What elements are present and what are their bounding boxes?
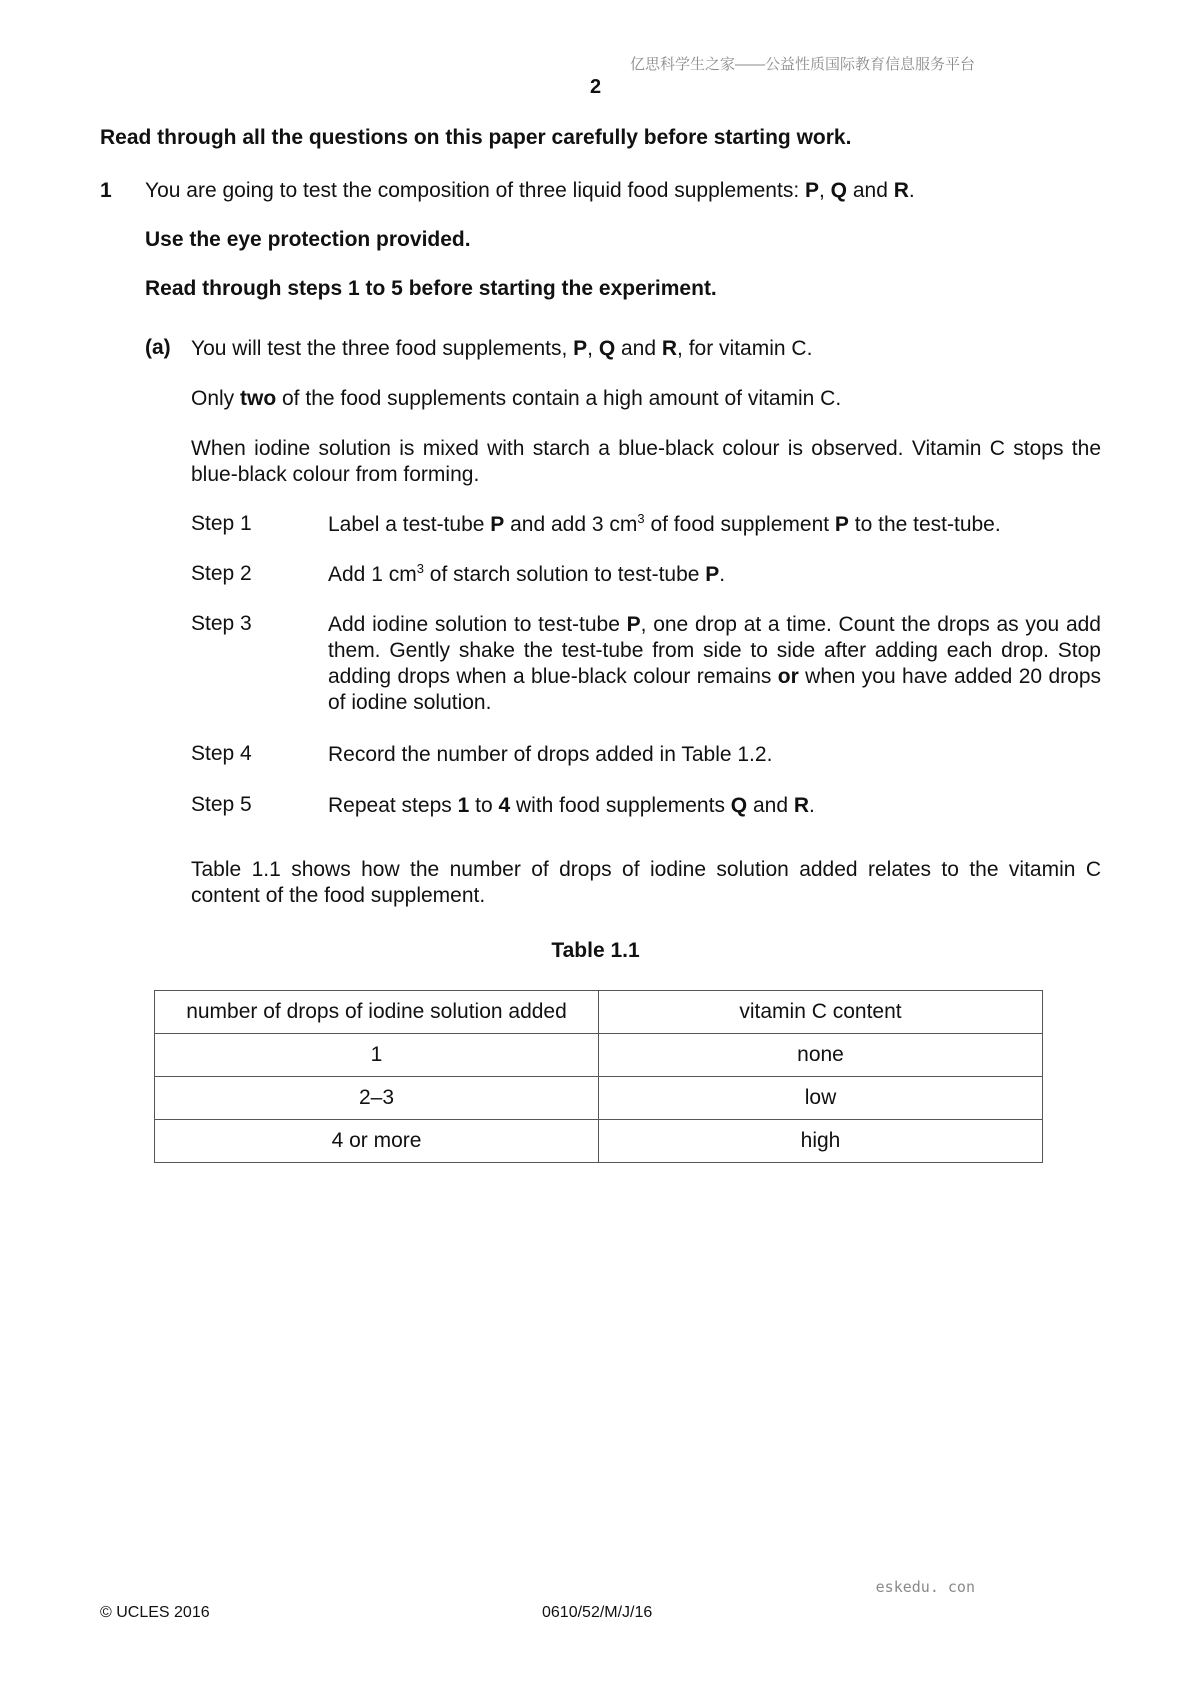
- table-row: [155, 1034, 1043, 1077]
- table-row: [155, 1077, 1043, 1120]
- table-row: [155, 1120, 1043, 1163]
- part-label: (a): [145, 336, 171, 359]
- step-2-text: Add 1 $cm^3$ of starch solution to test-tube P.: [328, 561, 726, 586]
- eye-protection-instruction: Use the eye protection provided.: [145, 228, 471, 251]
- general-instruction: Read through all the questions on this paper carefully before starting work.: [100, 126, 852, 149]
- part-a-line2: Only two of the food supplements contain a high amount of vitamin C.: [191, 387, 842, 410]
- part-a-para3: When iodine solution is mixed with starch a blue-black colour is observed. Vitamin C stops the blue-black colour from forming.: [191, 437, 1101, 486]
- part-a-line1: You will test the three food supplements, P, Q and R, for vitamin C.: [191, 337, 813, 360]
- table-title: Table 1.1: [551, 939, 640, 962]
- table-cell: 1: [155, 1034, 599, 1077]
- table-intro: Table 1.1 shows how the number of drops of iodine solution added relates to the vitamin C content of the food supplement.: [191, 858, 1101, 907]
- step-5-label: Step 5: [191, 793, 252, 816]
- table-header-cell: vitamin C content: [599, 991, 1043, 1034]
- table-cell: high: [599, 1120, 1043, 1163]
- step-1-text: Label a test-tube P and add 3 $cm^3$ of food supplement P to the test-tube.: [328, 511, 1001, 536]
- page-number: 2: [589, 76, 602, 98]
- footer-watermark: eskedu. con: [875, 1578, 975, 1596]
- step-5-text: Repeat steps 1 to 4 with food supplements Q and R.: [328, 794, 815, 817]
- table-cell: 2–3: [155, 1077, 599, 1120]
- question-number: 1: [100, 179, 112, 202]
- table-cell: 4 or more: [155, 1120, 599, 1163]
- step-3-text: Add iodine solution to test-tube P, one drop at a time. Count the drops as you add them. Gently shake the test-tube from side to side after adding each drop. Stop adding drops when a blue-black colour remains or when you have added 20 drops of iodine solution.: [328, 613, 1101, 714]
- table-header-row: [155, 991, 1043, 1034]
- step-3-label: Step 3: [191, 612, 252, 635]
- copyright: © UCLES 2016: [100, 1604, 210, 1621]
- read-steps-instruction: Read through steps 1 to 5 before starting the experiment.: [145, 277, 717, 300]
- paper-code: 0610/52/M/J/16: [542, 1604, 653, 1621]
- table-cell: none: [599, 1034, 1043, 1077]
- step-2-label: Step 2: [191, 562, 252, 585]
- table-cell: low: [599, 1077, 1043, 1120]
- vitamin-c-table: [154, 990, 1043, 1163]
- step-4-text: Record the number of drops added in Table 1.2.: [328, 743, 773, 766]
- step-4-label: Step 4: [191, 742, 252, 765]
- step-1-label: Step 1: [191, 512, 252, 535]
- header-watermark: 亿思科学生之家——公益性质国际教育信息服务平台: [629, 56, 975, 73]
- question-intro: You are going to test the composition of three liquid food supplements: P, Q and R.: [145, 179, 915, 202]
- table-header-cell: number of drops of iodine solution added: [155, 991, 599, 1034]
